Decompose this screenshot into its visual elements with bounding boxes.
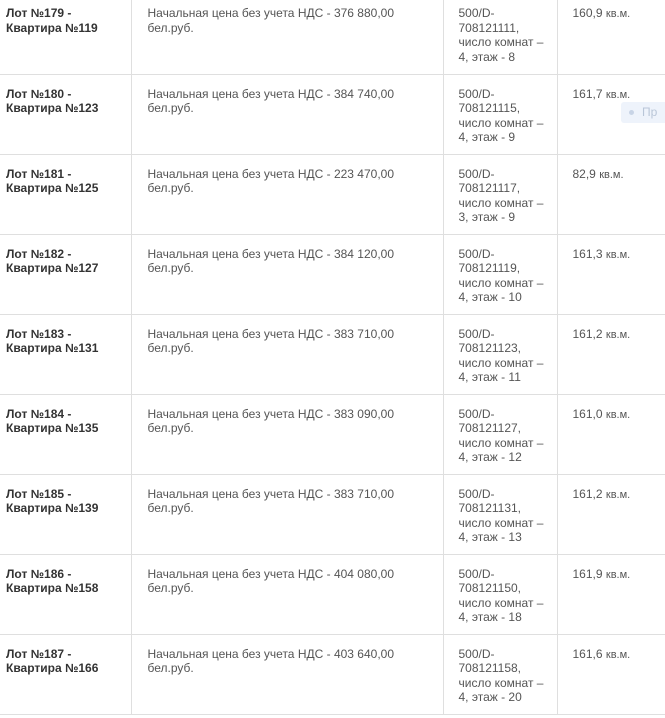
area-cell — [557, 554, 665, 634]
lot-number: Лот №187 - — [6, 646, 72, 661]
rooms-label: число комнат – — [458, 435, 544, 450]
lot-number: Лот №183 - — [6, 326, 72, 341]
lot-number: Лот №181 - — [6, 166, 72, 181]
rooms-label: число комнат – — [458, 355, 544, 370]
apartment-number: Квартира №123 — [6, 101, 99, 115]
starting-price: Начальная цена без учета НДС - 384 120,00 — [147, 246, 394, 261]
rooms-floor: 4, этаж - 20 — [458, 690, 522, 704]
currency: бел.руб. — [147, 421, 194, 435]
starting-price: Начальная цена без учета НДС - 403 640,00 — [147, 646, 394, 661]
details-cell — [443, 314, 557, 394]
currency: бел.руб. — [147, 181, 194, 195]
price-cell — [131, 74, 443, 154]
lot-row — [0, 634, 665, 714]
lot-cell — [0, 234, 131, 314]
cadastral-number: 708121158, — [458, 661, 522, 675]
cadastral-number: 708121123, — [458, 341, 522, 355]
details-cell — [443, 554, 557, 634]
area-unit: кв.м. — [605, 88, 631, 101]
price-cell — [131, 554, 443, 634]
cadastral-prefix: 500/D- — [458, 486, 495, 501]
rooms-label: число комнат – — [458, 195, 544, 210]
area-value: 161,7 — [572, 86, 603, 101]
cadastral-prefix: 500/D- — [458, 406, 495, 421]
lot-number: Лот №182 - — [6, 246, 72, 261]
price-cell — [131, 634, 443, 714]
cadastral-prefix: 500/D- — [458, 566, 495, 581]
lot-row — [0, 554, 665, 634]
area-unit: кв.м. — [605, 568, 631, 581]
area-unit: кв.м. — [605, 408, 631, 421]
area-value: 161,2 — [572, 326, 603, 341]
area-value: 161,3 — [572, 246, 603, 261]
price-cell — [131, 0, 443, 74]
area-unit: кв.м. — [605, 488, 631, 501]
lot-number: Лот №184 - — [6, 406, 72, 421]
rooms-floor: 4, этаж - 8 — [458, 49, 516, 64]
currency: бел.руб. — [147, 661, 194, 675]
lot-cell — [0, 314, 131, 394]
lot-row — [0, 474, 665, 554]
currency: бел.руб. — [147, 581, 194, 595]
dot-icon — [629, 110, 634, 115]
starting-price: Начальная цена без учета НДС - 383 090,00 — [147, 406, 394, 421]
lot-cell — [0, 634, 131, 714]
apartment-number: Квартира №131 — [6, 341, 99, 355]
price-cell — [131, 234, 443, 314]
lot-number: Лот №180 - — [6, 86, 72, 101]
starting-price: Начальная цена без учета НДС - 384 740,00 — [147, 86, 394, 101]
cadastral-number: 708121150, — [458, 581, 522, 595]
currency: бел.руб. — [147, 101, 194, 115]
area-cell — [557, 314, 665, 394]
price-cell — [131, 154, 443, 234]
area-value: 82,9 — [572, 166, 596, 181]
cadastral-prefix: 500/D- — [458, 166, 495, 181]
area-unit: кв.м. — [605, 248, 631, 261]
lot-number: Лот №186 - — [6, 566, 72, 581]
cadastral-number: 708121115, — [458, 101, 521, 115]
rooms-floor: 4, этаж - 10 — [458, 290, 522, 304]
lot-cell — [0, 74, 131, 154]
currency: бел.руб. — [147, 20, 194, 35]
rooms-floor: 4, этаж - 9 — [458, 130, 516, 144]
lot-row — [0, 74, 665, 154]
lot-cell — [0, 474, 131, 554]
currency: бел.руб. — [147, 261, 194, 275]
cadastral-prefix: 500/D- — [458, 6, 495, 20]
lot-cell — [0, 554, 131, 634]
area-unit: кв.м. — [599, 168, 624, 181]
currency: бел.руб. — [147, 341, 194, 355]
area-cell — [557, 154, 665, 234]
starting-price: Начальная цена без учета НДС - 404 080,00 — [147, 566, 394, 581]
details-cell — [443, 234, 557, 314]
price-cell — [131, 474, 443, 554]
cadastral-prefix: 500/D- — [458, 246, 495, 261]
price-cell — [131, 314, 443, 394]
apartment-number: Квартира №139 — [6, 501, 99, 515]
rooms-label: число комнат – — [458, 675, 544, 690]
details-cell — [443, 0, 557, 74]
starting-price: Начальная цена без учета НДС - 383 710,00 — [147, 486, 394, 501]
rooms-label: число комнат – — [458, 515, 544, 530]
cadastral-number: 708121117, — [458, 181, 521, 195]
floating-button-label: Пр — [642, 105, 658, 119]
rooms-label: число комнат – — [458, 115, 544, 130]
area-unit: кв.м. — [605, 8, 631, 20]
starting-price: Начальная цена без учета НДС - 376 880,00 — [147, 6, 394, 20]
lot-cell — [0, 0, 131, 74]
cadastral-number: 708121127, — [458, 421, 522, 435]
apartment-number: Квартира №125 — [6, 181, 99, 195]
area-value: 161,0 — [572, 406, 603, 421]
apartment-number: Квартира №127 — [6, 261, 99, 275]
lot-row — [0, 154, 665, 234]
area-cell — [557, 234, 665, 314]
details-cell — [443, 74, 557, 154]
lot-number: Лот №179 - — [6, 6, 72, 20]
area-unit: кв.м. — [605, 648, 631, 661]
cadastral-number: 708121111, — [458, 20, 520, 35]
rooms-floor: 3, этаж - 9 — [458, 210, 516, 224]
starting-price: Начальная цена без учета НДС - 223 470,00 — [147, 166, 394, 181]
area-value: 161,9 — [572, 566, 603, 581]
floating-button[interactable] — [621, 102, 665, 123]
lot-cell — [0, 394, 131, 474]
area-cell — [557, 474, 665, 554]
apartment-number: Квартира №135 — [6, 421, 99, 435]
rooms-floor: 4, этаж - 13 — [458, 530, 522, 544]
area-value: 161,2 — [572, 486, 603, 501]
rooms-floor: 4, этаж - 12 — [458, 450, 522, 464]
details-cell — [443, 634, 557, 714]
starting-price: Начальная цена без учета НДС - 383 710,00 — [147, 326, 394, 341]
area-cell — [557, 0, 665, 74]
area-value: 160,9 — [572, 6, 603, 20]
cadastral-number: 708121119, — [458, 261, 521, 275]
price-cell — [131, 394, 443, 474]
details-cell — [443, 474, 557, 554]
apartment-number: Квартира №119 — [6, 20, 98, 35]
cadastral-number: 708121131, — [458, 501, 522, 515]
area-cell — [557, 394, 665, 474]
rooms-label: число комнат – — [458, 275, 544, 290]
apartment-number: Квартира №166 — [6, 661, 99, 675]
lot-row — [0, 234, 665, 314]
lot-row — [0, 314, 665, 394]
rooms-label: число комнат – — [458, 35, 544, 49]
lot-cell — [0, 154, 131, 234]
cadastral-prefix: 500/D- — [458, 86, 495, 101]
details-cell — [443, 394, 557, 474]
details-cell — [443, 154, 557, 234]
area-value: 161,6 — [572, 646, 603, 661]
rooms-label: число комнат – — [458, 595, 544, 610]
lot-number: Лот №185 - — [6, 486, 72, 501]
rooms-floor: 4, этаж - 18 — [458, 610, 522, 624]
lot-row — [0, 394, 665, 474]
apartment-number: Квартира №158 — [6, 581, 99, 595]
currency: бел.руб. — [147, 501, 194, 515]
rooms-floor: 4, этаж - 11 — [458, 370, 521, 384]
lot-row — [0, 0, 665, 74]
cadastral-prefix: 500/D- — [458, 326, 495, 341]
cadastral-prefix: 500/D- — [458, 646, 495, 661]
area-unit: кв.м. — [605, 328, 631, 341]
area-cell — [557, 634, 665, 714]
